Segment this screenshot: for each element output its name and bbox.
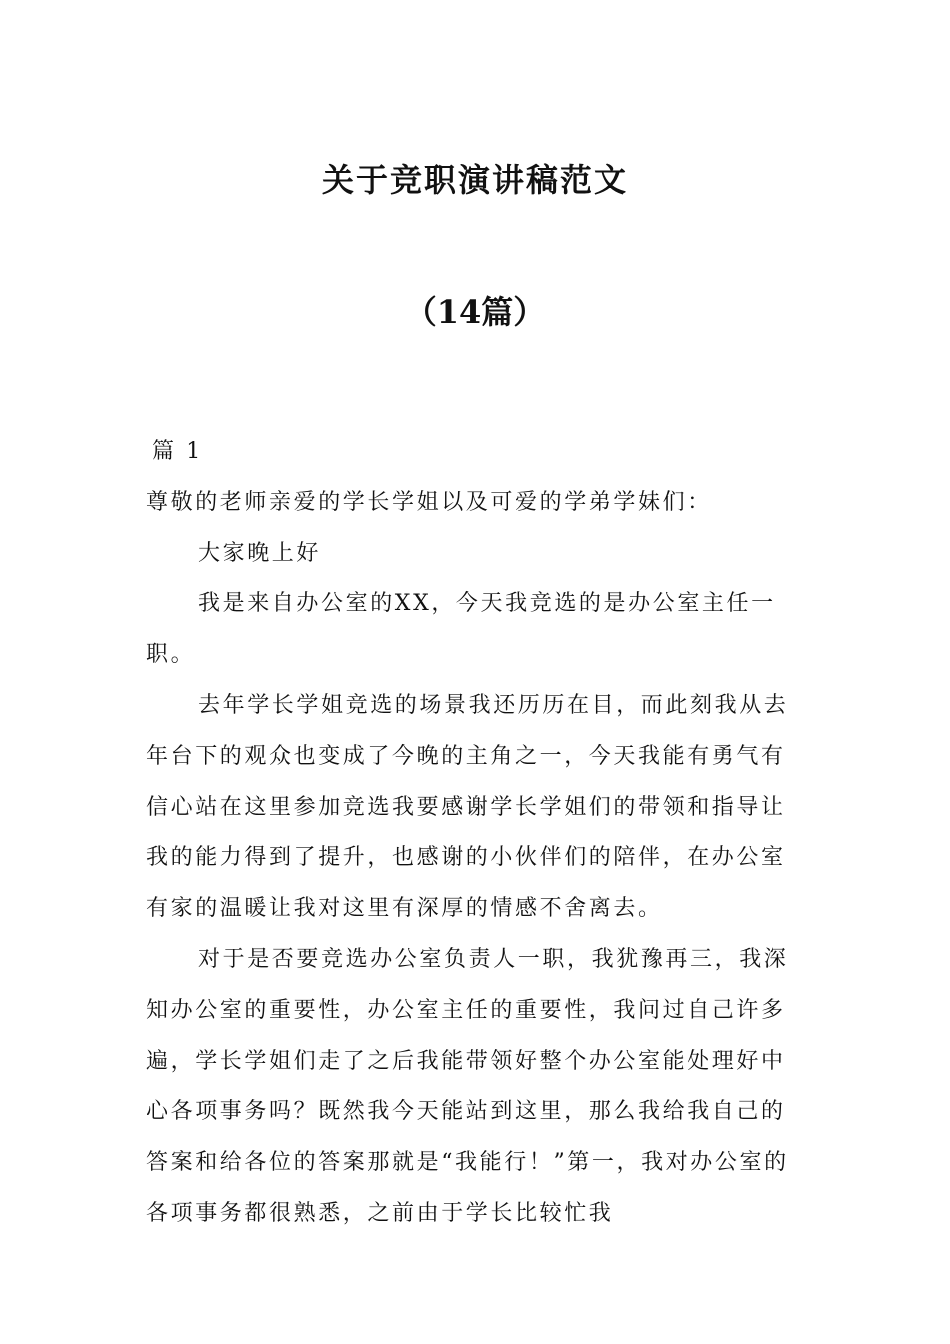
document-subtitle: （14篇） (404, 293, 546, 331)
body-paragraph: 去年学长学姐竞选的场景我还历历在目，而此刻我从去年台下的观众也变成了今晚的主角之一，今天我能有勇气有信心站在这里参加竞选我要感谢学长学姐们的带领和指导让我的能力得到了提升，也感谢的小伙伴们的陪伴，在办公室有家的温暖让我对这里有深厚的情感不舍离去。 (146, 692, 789, 922)
section-label: 篇 1 (152, 439, 203, 464)
body-paragraph: 对于是否要竞选办公室负责人一职，我犹豫再三，我深知办公室的重要性，办公室主任的重要性，我问过自己许多遍，学长学姐们走了之后我能带领好整个办公室能处理好中心各项事务吗？既然我今天能站到这里，那么我给我自己的答案和给各位的答案那就是“我能行！”第一，我对办公室的各项事务都很熟悉，之前由于学长比较忙我 (146, 946, 789, 1226)
document-body (146, 427, 810, 1240)
salutation-paragraph: 尊敬的老师亲爱的学长学姐以及可爱的学弟学妹们： (146, 489, 712, 515)
greeting-paragraph: 大家晚上好 (198, 540, 322, 566)
intro-paragraph: 我是来自办公室的XX，今天我竞选的是办公室主任一职。 (146, 591, 776, 668)
document-title: 关于竞职演讲稿范文 (321, 161, 628, 199)
